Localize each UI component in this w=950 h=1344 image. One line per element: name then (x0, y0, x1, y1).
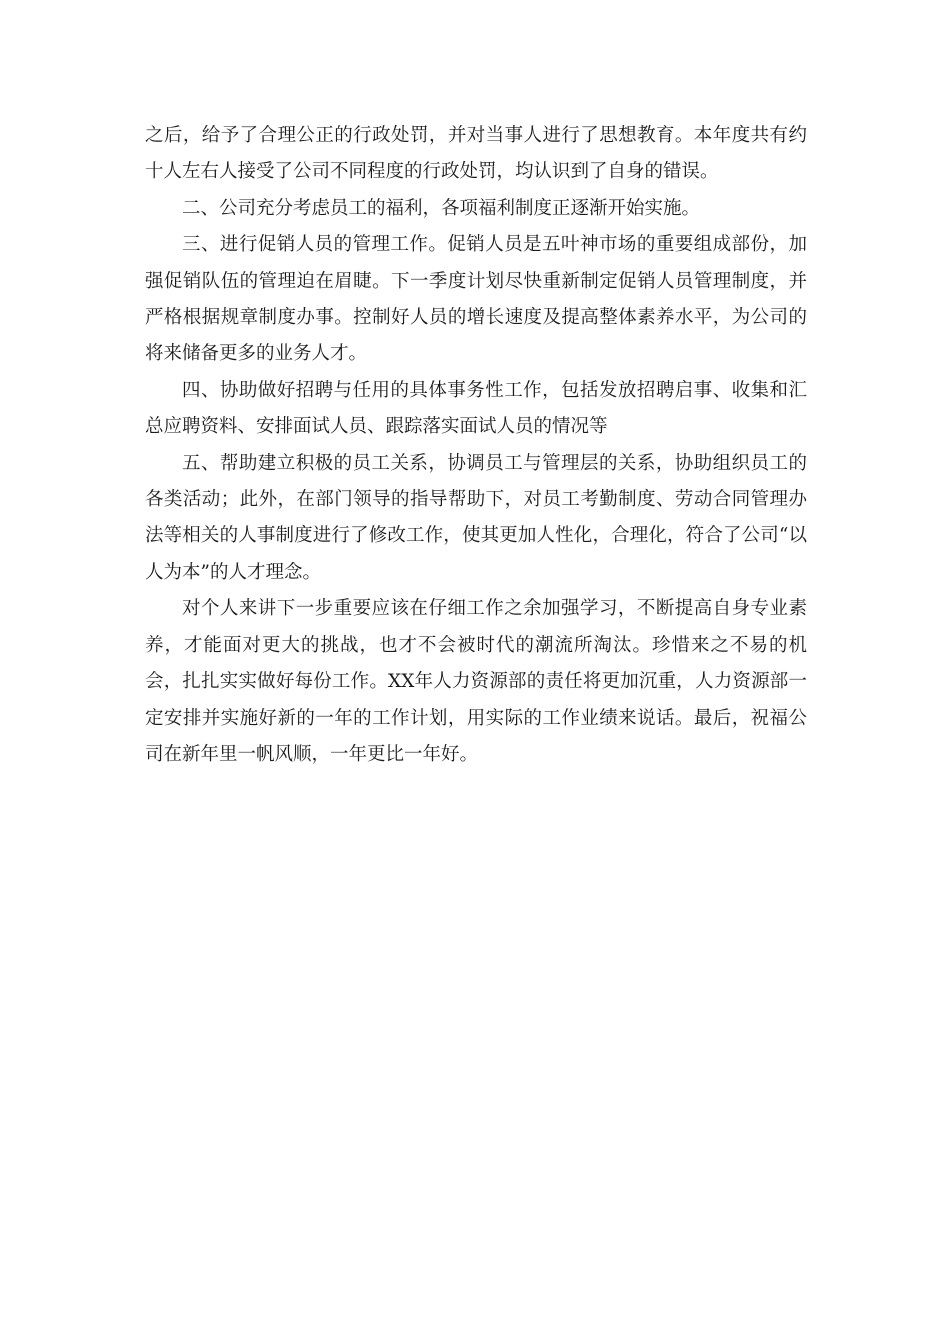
paragraph-continued: 之后，给予了合理公正的行政处罚，并对当事人进行了思想教育。本年度共有约十人左右人接受了公司不同程度的行政处罚，均认识到了自身的错误。 (145, 125, 807, 183)
paragraph-welfare: 二、公司充分考虑员工的福利，各项福利制度正逐渐开始实施。 (182, 197, 701, 219)
paragraph-employee-relations: 五、帮助建立积极的员工关系，协调员工与管理层的关系，协助组织员工的各类活动；此外，在部门领导的指导帮助下，对员工考勤制度、劳动合同管理办法等相关的人事制度进行了修改工作，使其更加人性化，合理化，符合了公司“以人为本”的人才理念。 (145, 452, 807, 583)
paragraph-recruiting: 四、协助做好招聘与任用的具体事务性工作，包括发放招聘启事、收集和汇总应聘资料、安排面试人员、跟踪落实面试人员的情况等 (145, 379, 807, 438)
paragraph-personal-outlook: 对个人来讲下一步重要应该在仔细工作之余加强学习，不断提高自身专业素养，才能面对更大的挑战，也才不会被时代的潮流所淘汰。珍惜来之不易的机会，扎扎实实做好每份工作。XX年人力资源部的责任将更加沉重，人力资源部一定安排并实施好新的一年的工作计划，用实际的工作业绩来说话。最后，祝福公司在新年里一帆风顺，一年更比一年好。 (145, 598, 807, 765)
document-body (145, 118, 807, 773)
paragraph-promoter-management: 三、进行促销人员的管理工作。促销人员是五叶神市场的重要组成部份，加强促销队伍的管理迫在眉睫。下一季度计划尽快重新制定促销人员管理制度，并严格根据规章制度办事。控制好人员的增长速度及提高整体素养水平，为公司的将来储备更多的业务人才。 (145, 234, 807, 365)
